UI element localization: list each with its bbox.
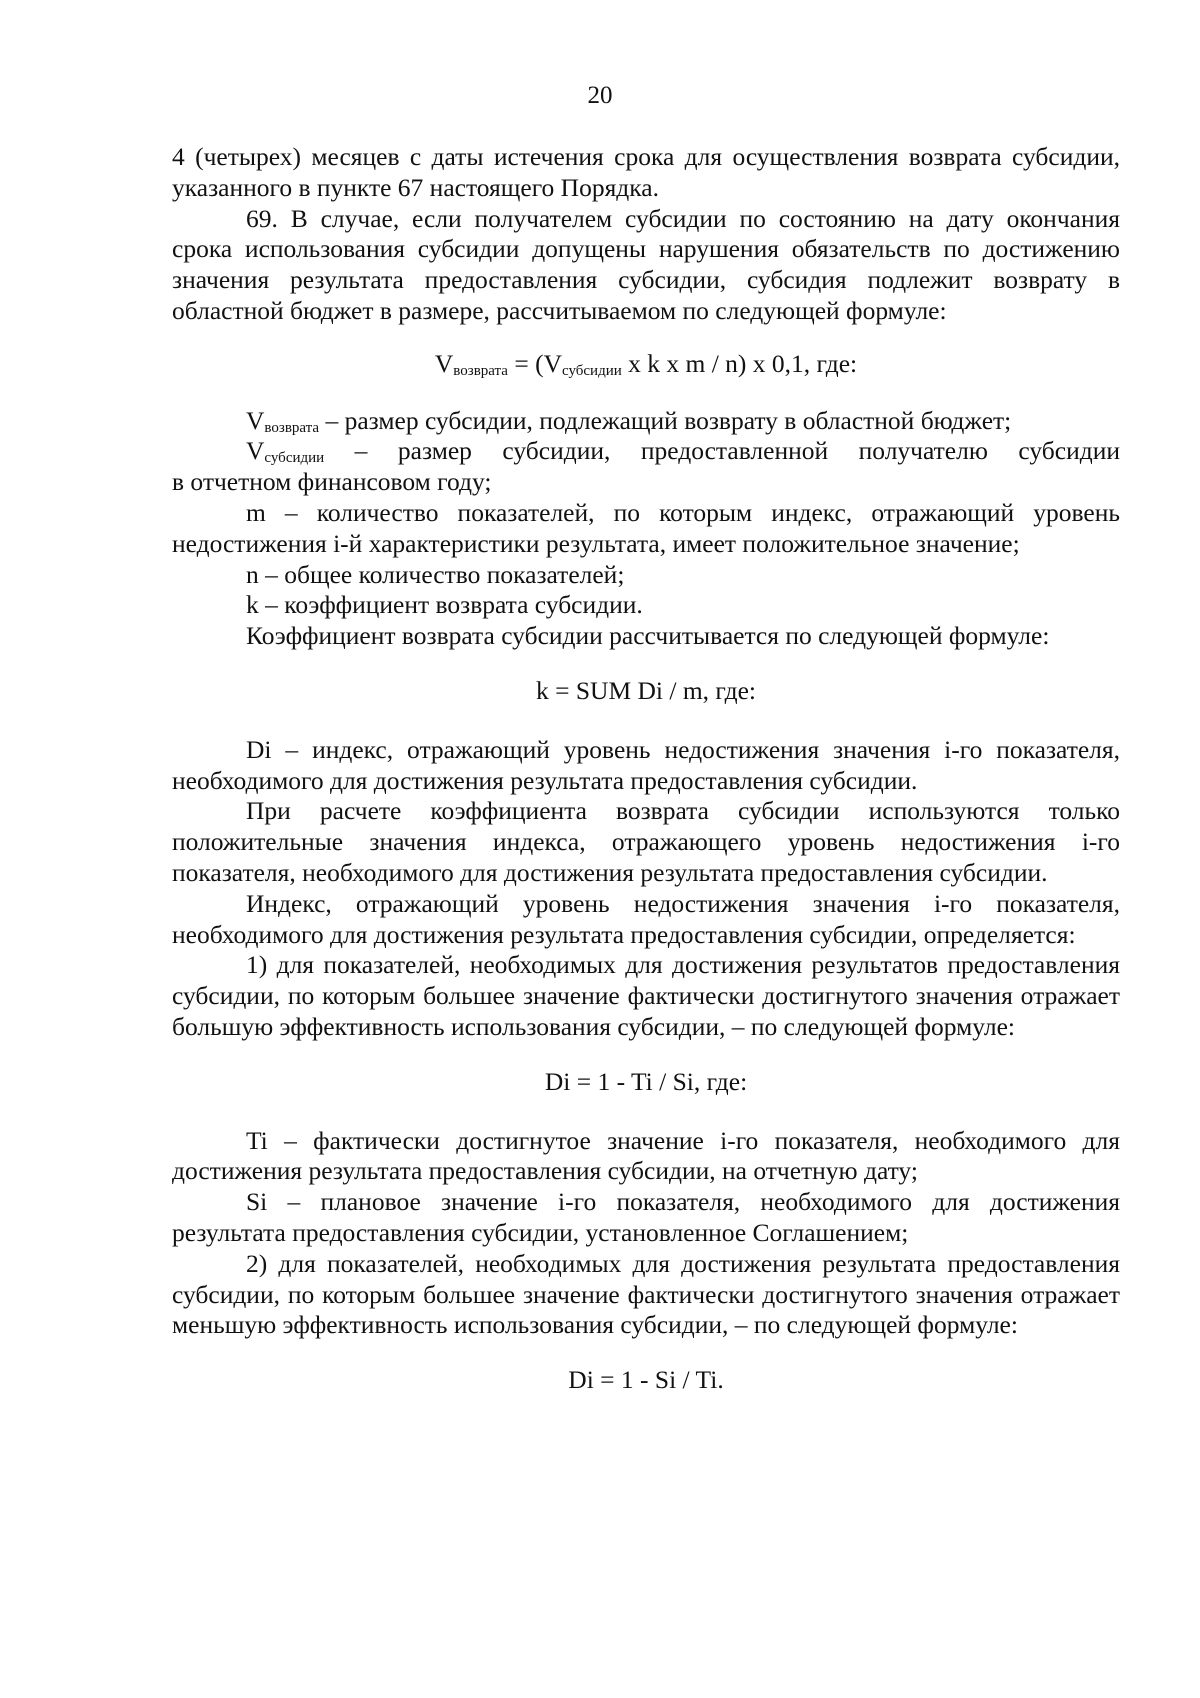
def-v-subsidy-line1 <box>172 436 1120 467</box>
definition-si: Si – плановое значение i-го показателя, необходимого для достижения результата предоставления субсидии, установленное Соглашением; <box>172 1187 1120 1247</box>
formula-v-symbol: V <box>434 348 454 378</box>
def-v2-subscript: субсидии <box>264 450 325 467</box>
formula-equals-open: = (V <box>507 348 562 378</box>
formula-rest: x k x m / n) x 0,1, где: <box>621 348 858 378</box>
formula-di-case-1: Di = 1 - Ti / Si, где: <box>544 1066 748 1096</box>
definition-v-return <box>172 406 1120 437</box>
formula-coefficient: k = SUM Di / m, где: <box>535 675 756 705</box>
def-v-text: – размер субсидии, подлежащий возврату в областной бюджет; <box>319 405 1012 435</box>
def-v-subscript: возврата <box>264 419 320 436</box>
paragraph-case-2: 2) для показателей, необходимых для достижения результата предоставления субсидии, по которым большее значение фактически достигнутого значения отражает меньшую эффективность использования субсидии, – по следующей формуле: <box>172 1248 1120 1340</box>
page-number: 20 <box>587 82 613 109</box>
definition-k: k – коэффициент возврата субсидии. <box>246 590 643 620</box>
def-v-symbol: V <box>246 405 265 435</box>
def-v-subsidy-line2: в отчетном финансовом году; <box>172 467 492 497</box>
coefficient-intro: Коэффициент возврата субсидии рассчитывается по следующей формуле: <box>246 621 1050 651</box>
definition-ti: Ti – фактически достигнутое значение i-го показателя, необходимого для достижения результата предоставления субсидии, на отчетную дату; <box>172 1125 1120 1186</box>
formula-subscript-return: возврата <box>453 362 508 379</box>
def-v2-symbol: V <box>246 436 265 466</box>
paragraph-clause-69: 69. В случае, если получателем субсидии по состоянию на дату окончания срока использования субсидии допущены нарушения обязательств по достижению значения результата предоставления субсидии, субсидия подлежит возврату в областной бюджет в размере, рассчитываемом по следующей формуле: <box>172 203 1120 325</box>
formula-di-case-2: Di = 1 - Si / Ti. <box>568 1365 724 1395</box>
paragraph-continuation: 4 (четырех) месяцев с даты истечения срока для осуществления возврата субсидии, указанного в пункте 67 настоящего Порядка. <box>172 142 1120 202</box>
definition-di: Di – индекс, отражающий уровень недостижения значения i-го показателя, необходимого для достижения результата предоставления субсидии. <box>172 734 1120 795</box>
paragraph-calc-note: При расчете коэффициента возврата субсидии используются только положительные значения индекса, отражающего уровень недостижения i-го показателя, необходимого для достижения результата предоставления субсидии. <box>172 796 1120 887</box>
paragraph-case-1: 1) для показателей, необходимых для достижения результатов предоставления субсидии, по которым большее значение фактически достигнутого значения отражает большую эффективность использования субсидии, – по следующей формуле: <box>172 950 1120 1041</box>
definition-n: n – общее количество показателей; <box>246 559 625 589</box>
paragraph-index-intro: Индекс, отражающий уровень недостижения значения i-го показателя, необходимого для достижения результата предоставления субсидии, определяется: <box>172 888 1120 949</box>
document-body <box>172 142 1120 1396</box>
definition-v-subsidy <box>172 436 1120 498</box>
def-v2-text: – размер субсидии, предоставленной получателю субсидии <box>324 436 1120 466</box>
formula-subscript-subsidy: субсидии <box>562 362 622 379</box>
formula-return-amount <box>172 349 1120 380</box>
definition-m: m – количество показателей, по которым индекс, отражающий уровень недостижения i-й характеристики результата, имеет положительное значение; <box>172 497 1120 558</box>
